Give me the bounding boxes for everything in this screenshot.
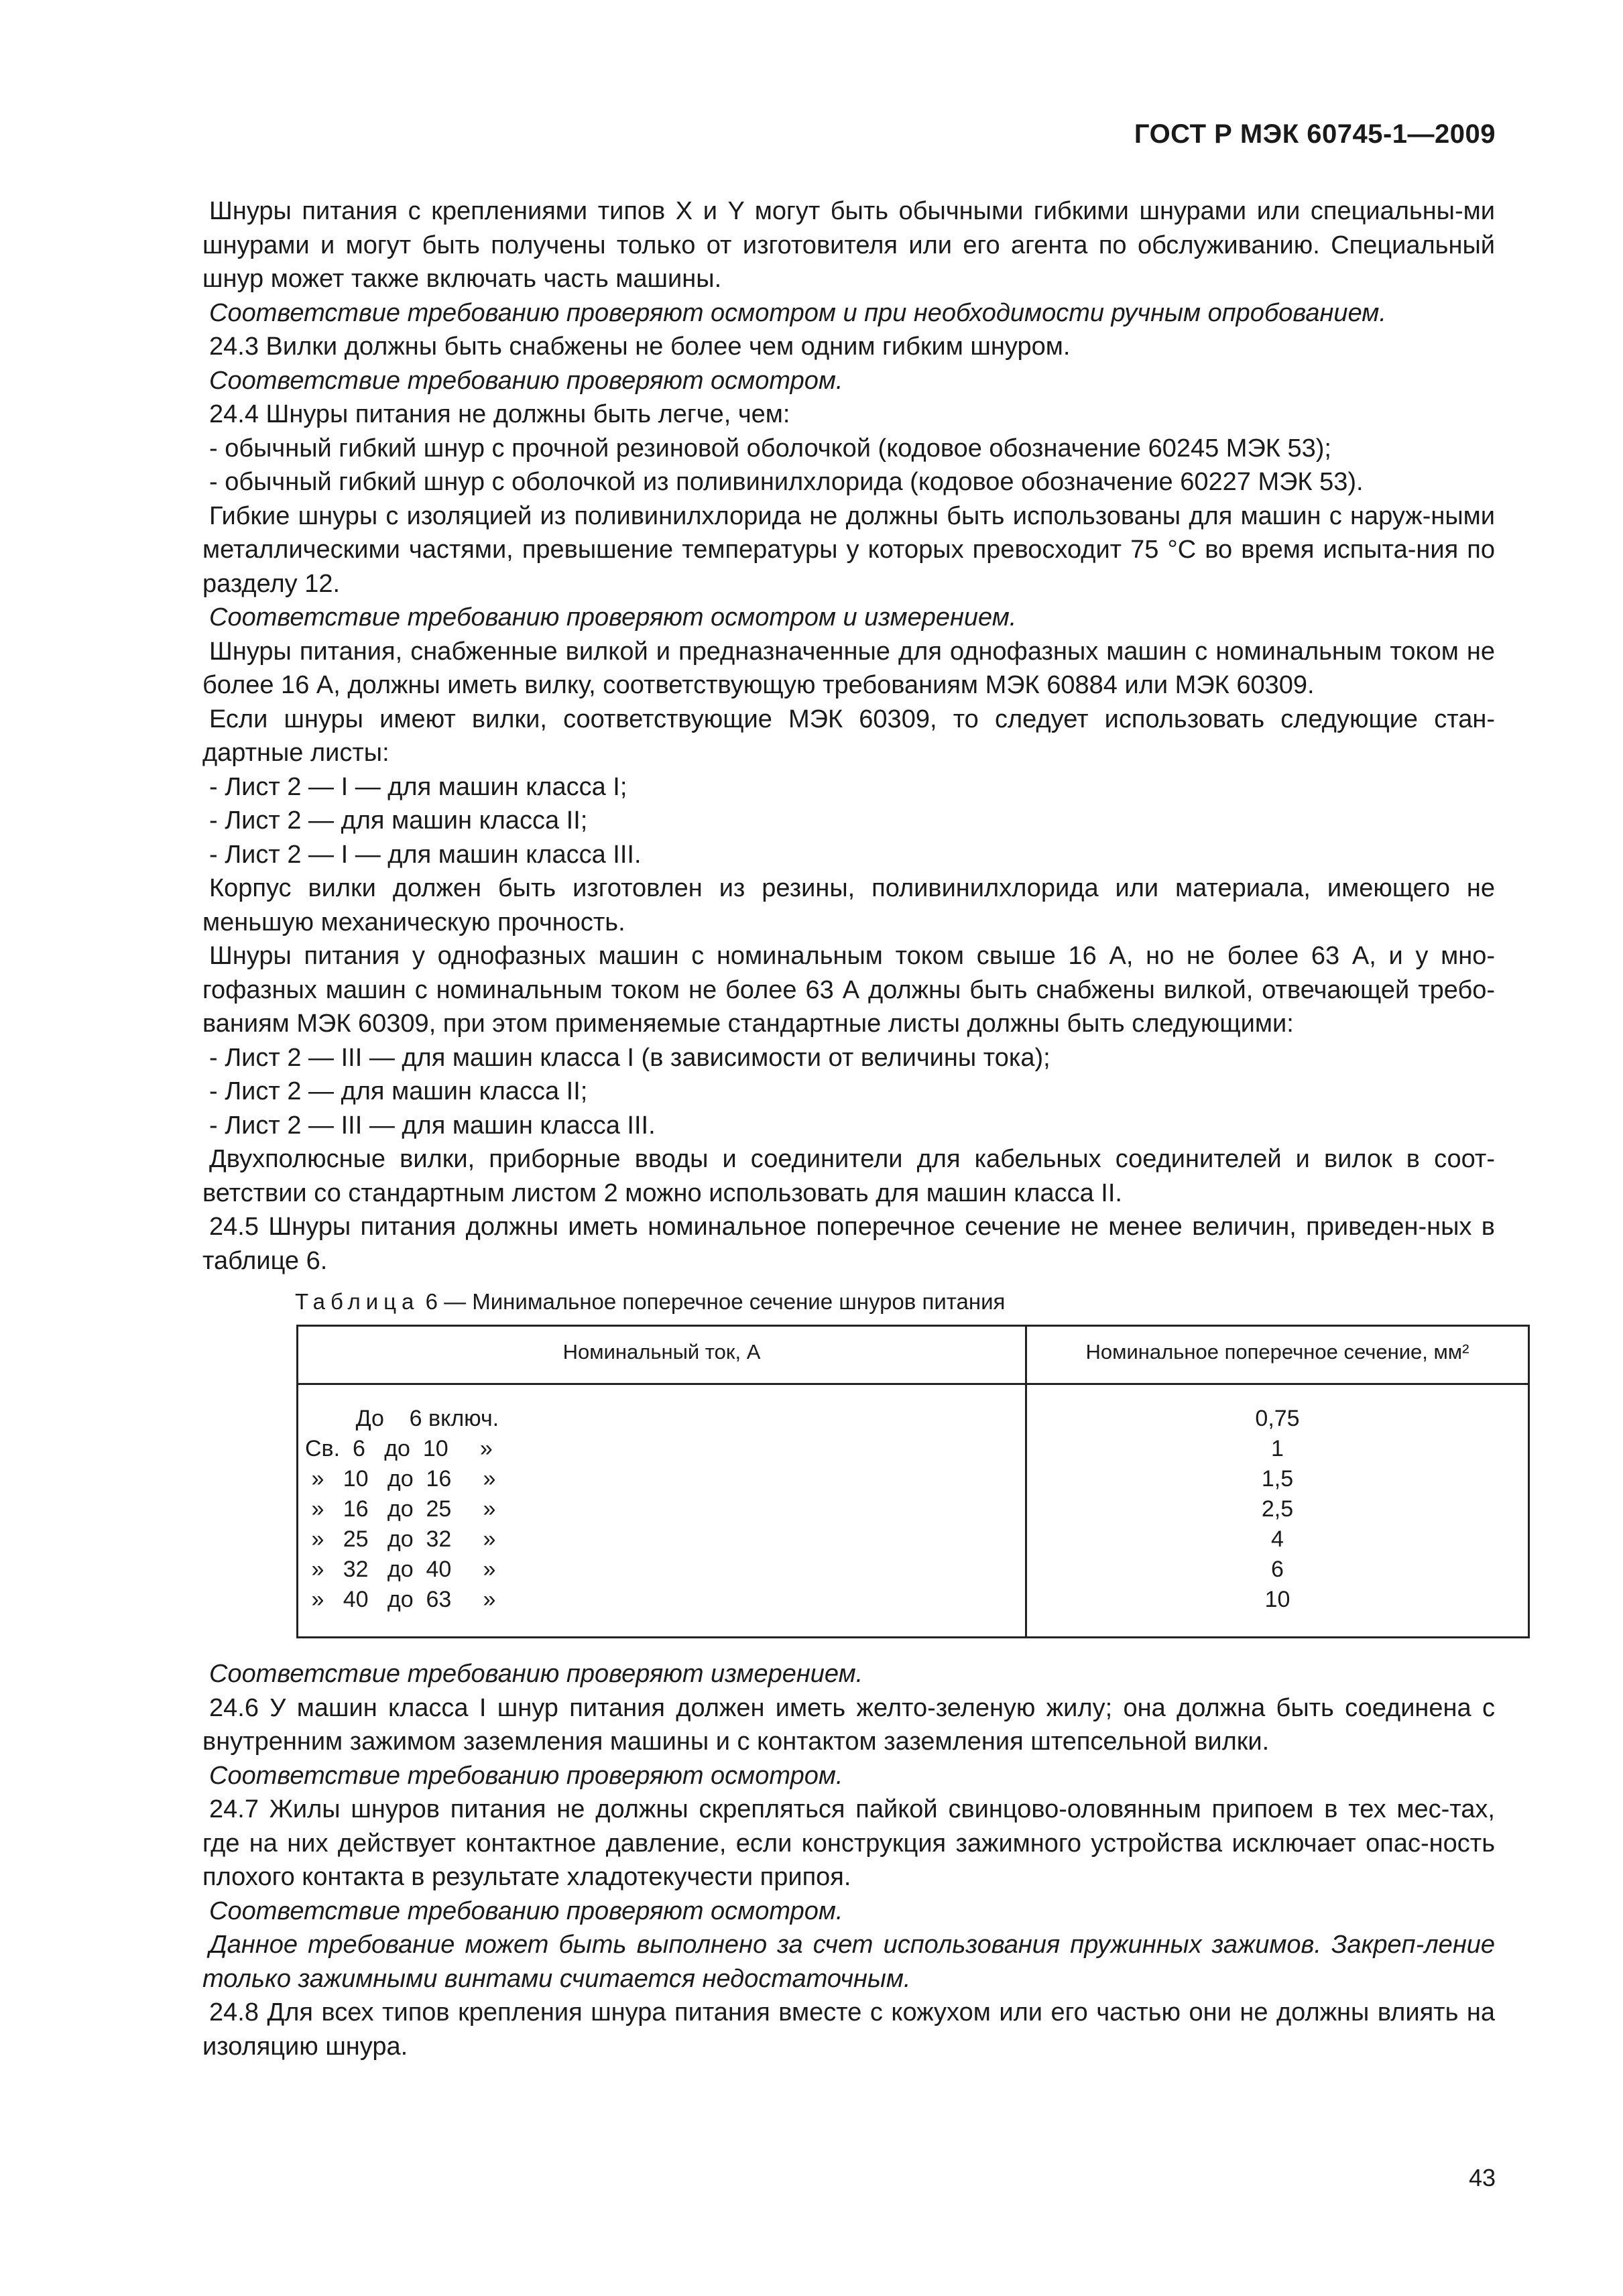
paragraph: Корпус вилки должен быть изготовлен из резины, поливинилхлорида или материала, имеющего не меньшую механическую прочность. — [202, 874, 1495, 936]
paragraph: Если шнуры имеют вилки, соответствующие МЭК 60309, то следует использовать следующие стан-дартные листы: — [202, 705, 1495, 767]
paragraph: 24.8 Для всех типов крепления шнура питания вместе с кожухом или его частью они не должны влиять на изоляцию шнура. — [202, 1998, 1495, 2061]
header-rated-current: Номинальный ток, А — [298, 1326, 1026, 1384]
page-number: 43 — [1468, 2164, 1496, 2191]
paragraph: Соответствие требованию проверяют осмотром. — [209, 366, 843, 395]
paragraph: Шнуры питания с креплениями типов X и Y могут быть обычными гибкими шнурами или специальны-ми шнурами и могут быть получены только от изготовителя или его агента по обслуживанию. Специальный шнур может также включать часть машины. — [202, 197, 1495, 293]
paragraph: Соответствие требованию проверяют измерением. — [209, 1660, 863, 1688]
table-caption-label: Таблица — [295, 1289, 420, 1314]
paragraph: Данное требование может быть выполнено за счет использования пружинных зажимов. Закреп-ление только зажимными винтами считается недостаточным. — [202, 1931, 1495, 1993]
table-row — [298, 1585, 1529, 1615]
current-cell: До 6 включ. — [298, 1404, 1026, 1434]
paragraph: - обычный гибкий шнур с оболочкой из поливинилхлорида (кодовое обозначение 60227 МЭК 53). — [209, 468, 1364, 496]
table-row — [298, 1434, 1529, 1464]
current-cell: » 10 до 16 » — [298, 1464, 1026, 1494]
paragraph: Соответствие требованию проверяют осмотром и при необходимости ручным опробованием. — [209, 298, 1386, 327]
paragraph: - Лист 2 — для машин класса II; — [209, 1077, 588, 1105]
table-spacer-row — [298, 1615, 1529, 1638]
section-cell: 4 — [1026, 1524, 1529, 1555]
paragraph: Соответствие требованию проверяют осмотром и измерением. — [209, 603, 1017, 631]
current-cell: Св. 6 до 10 » — [298, 1434, 1026, 1464]
current-cell: » 25 до 32 » — [298, 1524, 1026, 1555]
current-cell: » 16 до 25 » — [298, 1494, 1026, 1524]
current-cell: » 40 до 63 » — [298, 1585, 1026, 1615]
paragraphs-after-table — [202, 1657, 1495, 2063]
section-cell: 1,5 — [1026, 1464, 1529, 1494]
table-caption — [295, 1287, 1495, 1317]
header-cross-section: Номинальное поперечное сечение, мм² — [1026, 1326, 1529, 1384]
cord-cross-section-table — [296, 1325, 1530, 1638]
standard-header: ГОСТ Р МЭК 60745-1—2009 — [1134, 119, 1496, 149]
section-cell: 2,5 — [1026, 1494, 1529, 1524]
table-caption-text: 6 — Минимальное поперечное сечение шнуров питания — [425, 1289, 1006, 1314]
table-header-row — [298, 1326, 1529, 1384]
table-row — [298, 1404, 1529, 1434]
paragraph: 24.3 Вилки должны быть снабжены не более чем одним гибким шнуром. — [209, 333, 1071, 361]
paragraph: - обычный гибкий шнур с прочной резиновой оболочкой (кодовое обозначение 60245 МЭК 53); — [209, 434, 1331, 463]
section-cell: 6 — [1026, 1555, 1529, 1585]
paragraph: Гибкие шнуры с изоляцией из поливинилхлорида не должны быть использованы для машин с наруж-ными металлическими частями, превышение температуры у которых превосходит 75 °С во время испыта-ния по разделу 12. — [202, 501, 1495, 598]
table-row — [298, 1494, 1529, 1524]
section-cell: 0,75 — [1026, 1404, 1529, 1434]
paragraph: 24.6 У машин класса I шнур питания должен иметь желто-зеленую жилу; она должна быть соединена с внутренним зажимом заземления машины и с контактом заземления штепсельной вилки. — [202, 1693, 1495, 1756]
page-content — [202, 194, 1495, 2063]
paragraph: - Лист 2 — I — для машин класса III. — [209, 840, 642, 869]
paragraph: 24.5 Шнуры питания должны иметь номинальное поперечное сечение не менее величин, приведен-ных в таблице 6. — [202, 1213, 1495, 1275]
paragraph: - Лист 2 — III — для машин класса I (в зависимости от величины тока); — [209, 1043, 1050, 1072]
paragraph: Соответствие требованию проверяют осмотром. — [209, 1896, 843, 1925]
paragraph: - Лист 2 — III — для машин класса III. — [209, 1111, 656, 1140]
current-cell: » 32 до 40 » — [298, 1555, 1026, 1585]
section-cell: 10 — [1026, 1585, 1529, 1615]
table-row — [298, 1524, 1529, 1555]
paragraph: - Лист 2 — I — для машин класса I; — [209, 772, 627, 801]
paragraph: 24.7 Жилы шнуров питания не должны скрепляться пайкой свинцово-оловянным припоем в тех мес-тах, где на них действует контактное давление, если конструкция зажимного устройства исключает опас-ность плохого контакта в результате хладотекучести припоя. — [202, 1795, 1495, 1891]
section-cell: 1 — [1026, 1434, 1529, 1464]
paragraphs-before-table — [202, 194, 1495, 1278]
paragraph: - Лист 2 — для машин класса II; — [209, 806, 588, 835]
paragraph: Двухполюсные вилки, приборные вводы и соединители для кабельных соединителей и вилок в соот-ветствии со стандартным листом 2 можно использовать для машин класса II. — [202, 1145, 1495, 1207]
paragraph: Шнуры питания, снабженные вилкой и предназначенные для однофазных машин с номинальным током не более 16 А, должны иметь вилку, соответствующую требованиям МЭК 60884 или МЭК 60309. — [202, 637, 1495, 699]
paragraph: Шнуры питания у однофазных машин с номинальным током свыше 16 А, но не более 63 А, и у мно-гофазных машин с номинальным током не более 63 А должны быть снабжены вилкой, отвечающей требо-ваниям МЭК 60309, при этом применяемые стандартные листы должны быть следующими: — [202, 942, 1495, 1038]
table-row — [298, 1555, 1529, 1585]
table-spacer-row — [298, 1384, 1529, 1404]
paragraph: 24.4 Шнуры питания не должны быть легче, чем: — [209, 400, 790, 428]
table-row — [298, 1464, 1529, 1494]
paragraph: Соответствие требованию проверяют осмотром. — [209, 1761, 843, 1790]
